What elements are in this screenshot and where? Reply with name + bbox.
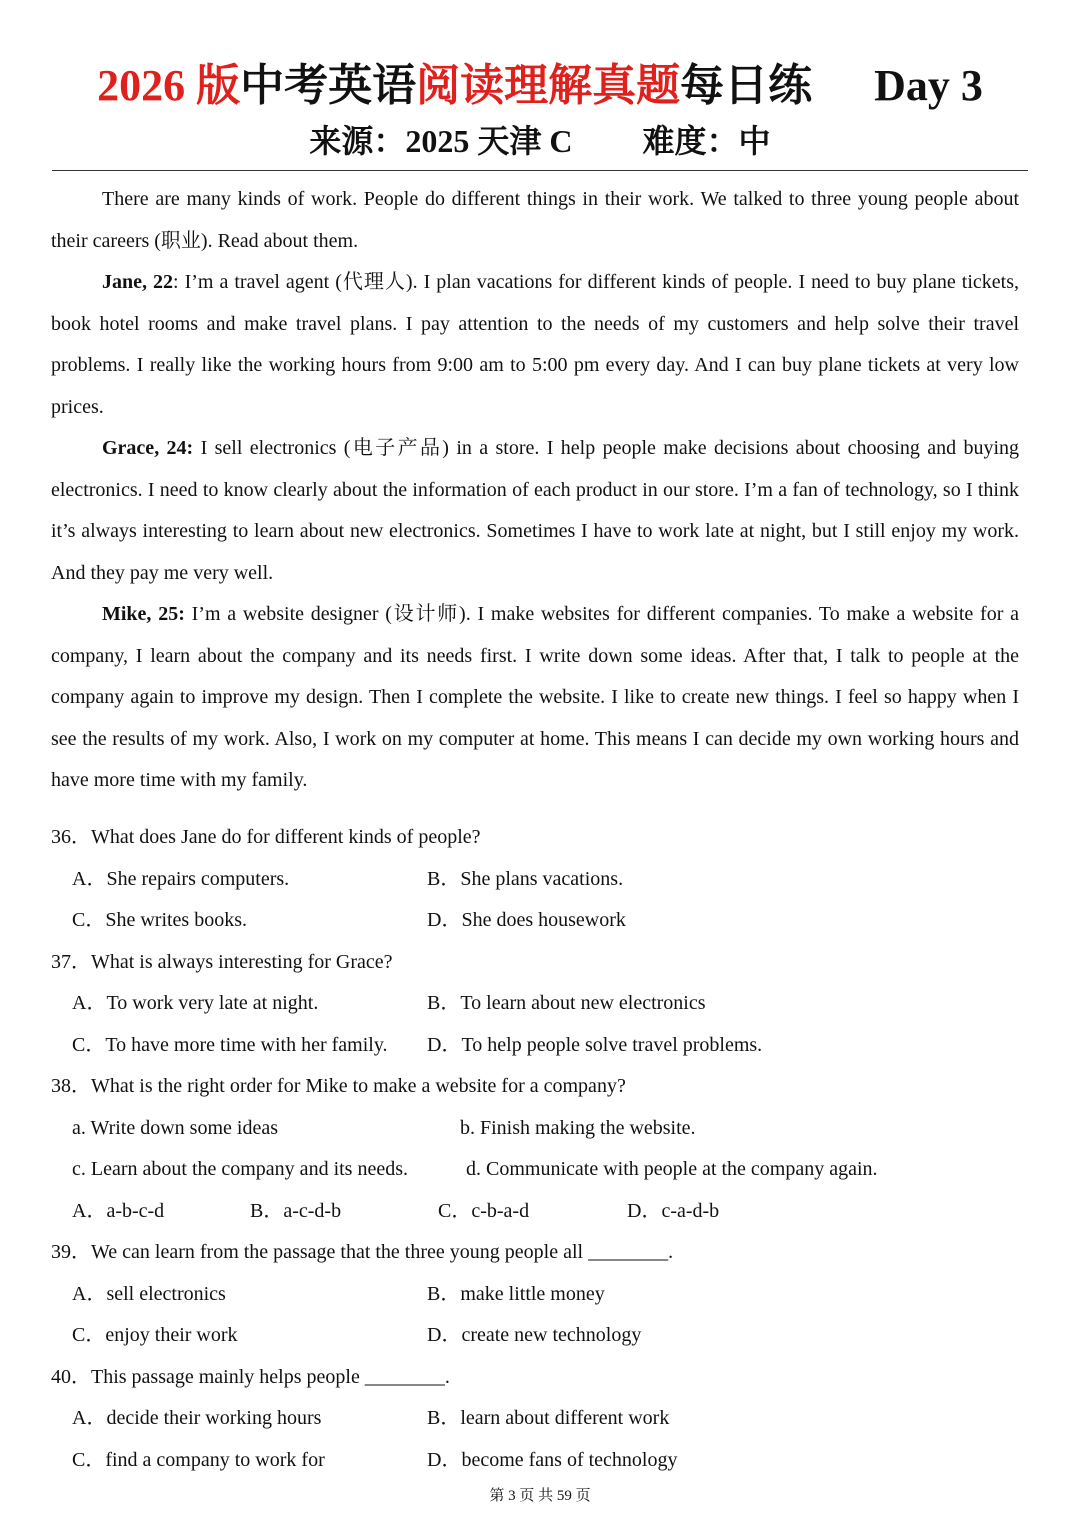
option-a: A．She repairs computers. — [72, 867, 290, 890]
step-d: d. Communicate with people at the company again. — [466, 1158, 878, 1180]
person-text: : I’m a travel agent (代理人). I plan vacations for different kinds of people. I need to buy plane tickets, book hotel rooms and make travel plans. I pay attention to the needs of my customers and help solve their travel problems. I really like the working hours from 9:00 am to 5:00 pm every day. And I can buy plane tickets at very low prices. — [51, 271, 1019, 418]
option-row — [51, 1398, 1019, 1440]
option-d: D．To help people solve travel problems. — [427, 1033, 763, 1056]
option-c: C．To have more time with her family. — [72, 1033, 388, 1056]
title-ban: 版 — [196, 61, 241, 110]
passage-intro: There are many kinds of work. People do different things in their work. We talked to three young people about their careers (职业). Read about them. — [51, 188, 1019, 252]
step-row — [51, 1149, 1019, 1191]
option-row — [51, 1440, 1019, 1482]
option-a: A．To work very late at night. — [72, 992, 319, 1014]
option-row — [51, 1274, 1019, 1316]
step-row — [51, 1108, 1019, 1150]
option-row — [51, 859, 1019, 901]
passage-paragraph-grace — [51, 428, 1019, 594]
question-stem: 36．What does Jane do for different kinds of people? — [51, 826, 481, 848]
question-stem: 40．This passage mainly helps people ________. — [51, 1365, 450, 1388]
reading-passage — [51, 179, 1019, 802]
title-highlight: 阅读理解真题 — [416, 61, 681, 110]
person-name: Jane, 22 — [102, 271, 174, 293]
person-text: I sell electronics (电子产品) in a store. I help people make decisions about choosing and buying electronics. I need to know clearly about the information of each product in our store. I’m a fan of technology, so I think it’s always interesting to learn about new electronics. Sometimes I have to work late at night, but I still enjoy my work. And they pay me very well. — [51, 437, 1019, 584]
title-mid: 中考英语 — [240, 61, 417, 110]
title-day: Day 3 — [874, 61, 983, 110]
option-c: C．c-b-a-d — [438, 1199, 530, 1222]
option-c: C．She writes books. — [72, 909, 247, 931]
person-name: Grace, 24: — [102, 437, 194, 459]
option-c: C．enjoy their work — [72, 1324, 238, 1346]
passage-paragraph-mike — [51, 594, 1019, 802]
option-a: A．a-b-c-d — [72, 1199, 165, 1222]
step-a: a. Write down some ideas — [72, 1116, 278, 1139]
page-title — [0, 56, 1080, 116]
option-a: A．decide their working hours — [72, 1407, 322, 1429]
option-d: D．c-a-d-b — [627, 1199, 720, 1222]
option-b: B．learn about different work — [427, 1407, 670, 1429]
option-row — [51, 983, 1019, 1025]
step-c: c. Learn about the company and its needs. — [72, 1158, 408, 1180]
passage-paragraph-jane — [51, 262, 1019, 428]
title-year: 2026 — [97, 61, 186, 110]
question-list — [51, 817, 1019, 1481]
person-name: Mike, 25: — [102, 603, 185, 625]
question-stem: 39．We can learn from the passage that the three young people all ________. — [51, 1241, 674, 1263]
option-d: D．She does housework — [427, 909, 626, 931]
source-label: 来源：2025 天津 C — [309, 123, 573, 159]
option-a: A．sell electronics — [72, 1282, 226, 1305]
option-row — [51, 1025, 1019, 1067]
option-c: C．find a company to work for — [72, 1448, 325, 1471]
page-subtitle — [0, 116, 1080, 166]
option-b: B．make little money — [427, 1282, 605, 1305]
difficulty-label: 难度：中 — [642, 123, 771, 159]
step-b: b. Finish making the website. — [460, 1116, 696, 1139]
title-end: 每日练 — [680, 61, 813, 110]
question-stem: 37．What is always interesting for Grace? — [51, 950, 393, 973]
page-number: 第 3 页 共 59 页 — [489, 1488, 591, 1504]
option-row — [51, 900, 1019, 942]
option-d: D．become fans of technology — [427, 1448, 678, 1471]
option-row — [51, 1315, 1019, 1357]
question-stem: 38．What is the right order for Mike to make a website for a company? — [51, 1075, 626, 1097]
option-row — [51, 1191, 1019, 1233]
option-d: D．create new technology — [427, 1324, 642, 1346]
option-b: B．To learn about new electronics — [427, 992, 706, 1014]
option-b: B．She plans vacations. — [427, 867, 624, 890]
header-divider — [52, 170, 1028, 171]
option-b: B．a-c-d-b — [250, 1199, 342, 1222]
person-text: I’m a website designer (设计师). I make websites for different companies. To make a website for a company, I learn about the company and its needs first. I write down some ideas. After that, I talk to people at the company again to improve my design. Then I complete the website. I like to create new things. I feel so happy when I see the results of my work. Also, I work on my computer at home. This means I can decide my own working hours and have more time with my family. — [51, 603, 1020, 791]
